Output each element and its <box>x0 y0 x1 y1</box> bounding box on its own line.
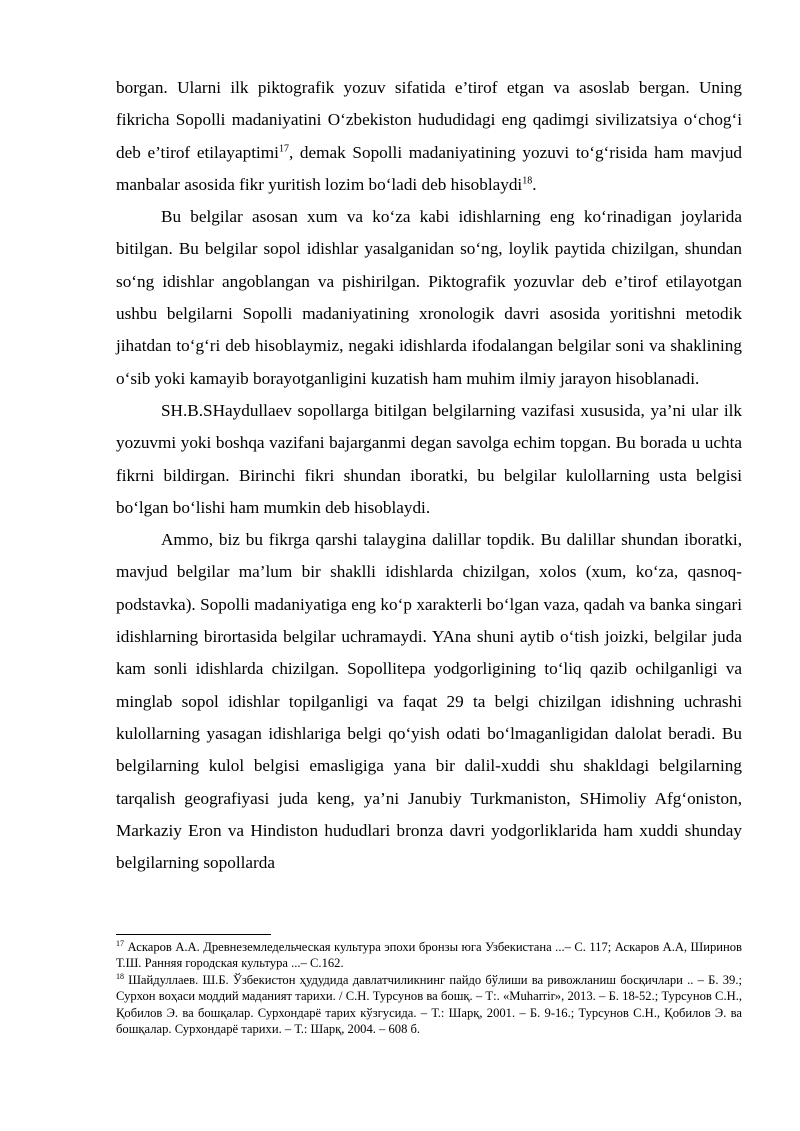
paragraph-p1 <box>116 72 742 201</box>
footnote-reference: 17 <box>278 142 289 154</box>
paragraph-p3 <box>116 395 742 524</box>
footnote-text: Шайдуллаев. Ш.Б. Ўзбекистон ҳудудида давлатчиликнинг пайдо бўлиши ва ривожланиш босқичлари .. – Б. 39.; Сурхон воҳаси моддий маданият тарихи. / С.Н. Турсунов ва бошқ. – Т:. «Muharrir», 2013. – Б. 18-52.; Турсунов С.Н., Қобилов Э. ва бошқалар. Сурхондарё тарих кўзгусида. – Т.: Шарқ, 2001. – Б. 9-16.; Турсунов С.Н., Қобилов Э. ва бошқалар. Сурхондарё тарихи. – Т.: Шарқ, 2004. – 608 б. <box>116 972 742 1037</box>
footnote-text: Аскаров А.А. Древнеземледельческая культура эпохи бронзы юга Узбекистана ...– С. 117; Аскаров А.А, Ширинов Т.Ш. Ранняя городская культура ...– С.162. <box>116 940 742 971</box>
paragraph-p4 <box>116 524 742 879</box>
paragraph-text: Bu belgilar asosan xum va ko‘za kabi idishlarning eng ko‘rinadigan joylarida bitilgan. Bu belgilar sopol idishlar yasalganidan so‘ng, loylik paytida chizilgan, shundan so‘ng idishlar angoblangan va pishirilgan. Piktografik yozuvlar deb e’tirof etilayotgan ushbu belgilarni Sopolli madaniyatining xronologik davri asosida yoritishni metodik jihatdan to‘g‘ri deb hisoblaymiz, negaki idishlarda ifodalangan belgilar soni va shaklining o‘sib yoki kamayib borayotganligini kuzatish ham muhim ilmiy jarayon hisoblanadi. <box>116 207 742 388</box>
footnote-reference: 18 <box>522 175 533 187</box>
paragraph-text: SH.B.SHaydullaev sopollarga bitilgan belgilarning vazifasi xususida, ya’ni ular ilk yozuvmi yoki boshqa vazifani bajarganmi degan savolga echim topgan. Bu borada u uchta fikrni bildirgan. Birinchi fikri shundan iboratki, bu belgilar kulollarning usta belgisi bo‘lgan bo‘lishi ham mumkin deb hisoblaydi. <box>116 400 742 517</box>
paragraph-p2 <box>116 201 742 395</box>
footnote-17 <box>116 939 742 972</box>
paragraph-text: borgan. Ularni ilk piktografik yozuv sifatida e’tirof etgan va asoslab bergan. Uning fikricha Sopolli madaniyatini O‘zbekiston hududidagi eng qadimgi sivilizatsiya o‘chog‘i deb e’tirof etilayaptimi <box>116 78 742 162</box>
footnote-18 <box>116 972 742 1038</box>
footnote-mark: 18 <box>116 971 124 981</box>
footnotes <box>116 939 742 1037</box>
body-text <box>116 72 742 879</box>
paragraph-text: , demak Sopolli madaniyatining yozuvi to‘g‘risida ham mavjud manbalar asosida fikr yuritish lozim bo‘ladi deb hisoblaydi <box>116 142 743 194</box>
paragraph-text: Ammo, biz bu fikrga qarshi talaygina dalillar topdik. Bu dalillar shundan iboratki, mavjud belgilar ma’lum bir shaklli idishlarda chizilgan, xolos (xum, ko‘za, qasnoq-podstavka). Sopolli madaniyatiga eng ko‘p xarakterli bo‘lgan vaza, qadah va banka singari idishlarning birortasida belgilar uchramaydi. YAna shuni aytib o‘tish joizki, belgilar juda kam sonli idishlarda chizilgan. Sopollitepa yodgorligining to‘liq qazib ochilganligi va minglab sopol idishlar topilganligi va faqat 29 ta belgi chizilgan idishning uchrashi kulollarning yasagan idishlariga belgi qo‘yish odati bo‘lmaganligidan dalolat beradi. Bu belgilarning kulol belgisi emasligiga yana bir dalil-xuddi shu shakldagi belgilarning tarqalish geografiyasi juda keng, ya’ni Janubiy Turkmaniston, SHimoliy Afg‘oniston, Markaziy Eron va Hindiston hududlari bronza davri yodgorliklarida ham xuddi shunday belgilarning sopollarda <box>116 530 742 873</box>
paragraph-text: . <box>532 174 537 194</box>
footnote-mark: 17 <box>116 938 124 948</box>
footnote-divider <box>116 934 271 935</box>
